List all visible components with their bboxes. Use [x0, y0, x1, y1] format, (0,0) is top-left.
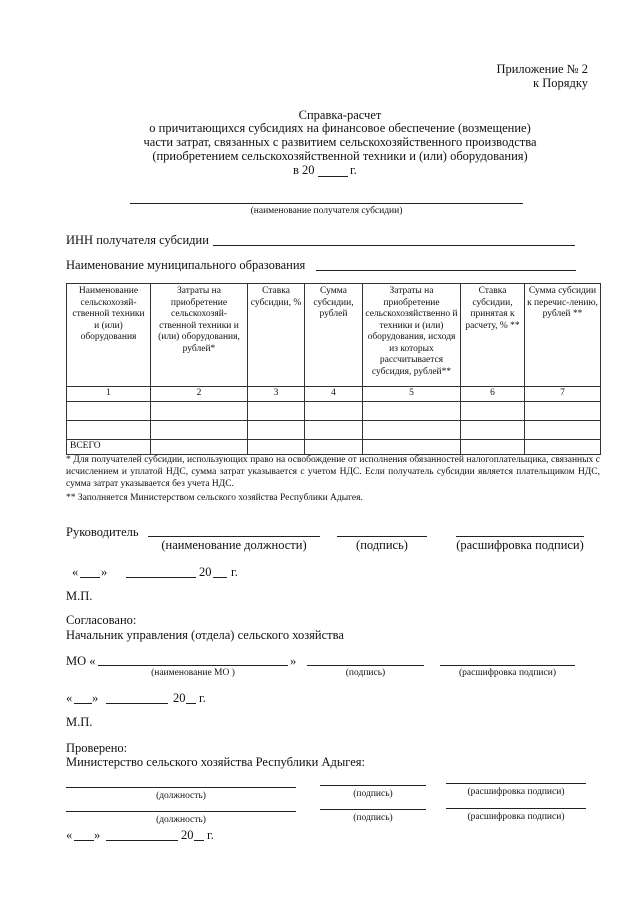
head-date-month[interactable] — [126, 577, 196, 578]
checked-date-year-blank[interactable] — [194, 840, 204, 841]
table-row[interactable] — [67, 421, 601, 440]
subsidy-table — [66, 283, 601, 455]
agreed-date-open: « — [66, 691, 73, 705]
head-position-field[interactable] — [148, 536, 320, 537]
table-cell[interactable] — [525, 421, 601, 440]
municipality-label: Наименование муниципального образования — [66, 258, 306, 272]
checked-label: Проверено: — [66, 741, 128, 755]
agreed-date-suffix: г. — [199, 691, 206, 705]
inn-field[interactable] — [213, 245, 575, 246]
checked-signature-field-2[interactable] — [320, 809, 426, 810]
table-cell[interactable] — [151, 421, 248, 440]
appendix-line-2: к Порядку — [533, 76, 588, 90]
header-costs: Затраты на приобретение сельскохозяй-ственной техники и (или) оборудования, рублей* — [151, 284, 248, 387]
column-number: 1 — [67, 387, 151, 402]
agreed-label: Согласовано: — [66, 613, 137, 627]
table-cell[interactable] — [305, 440, 363, 455]
table-cell[interactable] — [363, 440, 461, 455]
table-cell[interactable] — [67, 402, 151, 421]
checked-date-open: « — [66, 828, 73, 842]
table-cell[interactable] — [67, 421, 151, 440]
appendix-line-1: Приложение № 2 — [496, 62, 588, 76]
checked-date-day[interactable] — [74, 840, 94, 841]
agreed-date-day[interactable] — [74, 703, 92, 704]
footnote-ministry: ** Заполняется Министерством сельского хозяйства Республики Адыгея. — [66, 493, 363, 503]
checked-ministry: Министерство сельского хозяйства Республики Адыгея: — [66, 755, 365, 769]
mo-name-field[interactable] — [98, 665, 288, 666]
title-line-4: (приобретением сельскохозяйственной техники и (или) оборудования) — [152, 149, 528, 163]
title-year-prefix: в 20 — [293, 163, 315, 177]
table-cell[interactable] — [461, 402, 525, 421]
head-signature-caption: (подпись) — [356, 538, 408, 552]
mo-caption: (наименование МО ) — [151, 668, 235, 678]
checked-date-month[interactable] — [106, 840, 178, 841]
table-cell[interactable] — [363, 402, 461, 421]
checked-decode-field-1[interactable] — [446, 783, 586, 784]
checked-signature-caption-2: (подпись) — [353, 813, 393, 823]
agreed-date-year: 20 — [173, 691, 186, 705]
column-number: 5 — [363, 387, 461, 402]
total-label: ВСЕГО — [67, 440, 151, 455]
head-stamp: М.П. — [66, 589, 93, 603]
footnote-vat: * Для получателей субсидии, использующих право на освобождение от исполнения обязанностей налогоплательщика, связанных с исчислением и уплатой НДС, сумма затрат указывается с учетом НДС. Если получатель субсидии является плательщиком НДС, сумма затрат указывается без учета НДС. — [66, 455, 600, 489]
head-date-close: » — [101, 565, 108, 579]
checked-position-caption-1: (должность) — [156, 791, 206, 801]
table-header-row — [67, 284, 601, 387]
header-accepted-rate: Ставка субсидии, принятая к расчету, % ** — [461, 284, 525, 387]
agreed-decode-field[interactable] — [440, 665, 575, 666]
agreed-signature-field[interactable] — [307, 665, 424, 666]
head-position-caption: (наименование должности) — [161, 538, 307, 552]
table-cell[interactable] — [248, 440, 305, 455]
header-transfer-sum: Сумма субсидии к перечис-лению, рублей ** — [525, 284, 601, 387]
table-cell[interactable] — [525, 402, 601, 421]
agreed-signature-caption: (подпись) — [345, 668, 386, 678]
table-cell[interactable] — [363, 421, 461, 440]
agreed-date-month[interactable] — [106, 703, 168, 704]
head-date-open: « — [72, 565, 79, 579]
recipient-name-field[interactable] — [130, 203, 523, 204]
title-year-suffix: г. — [350, 163, 357, 177]
head-date-day[interactable] — [80, 577, 100, 578]
head-decode-field[interactable] — [456, 536, 584, 537]
column-number: 2 — [151, 387, 248, 402]
agreed-decode-caption: (расшифровка подписи) — [459, 668, 556, 678]
agreed-stamp: М.П. — [66, 715, 93, 729]
checked-signature-field-1[interactable] — [320, 785, 426, 786]
table-cell[interactable] — [151, 440, 248, 455]
inn-label: ИНН получателя субсидии — [66, 233, 209, 247]
header-subsidy-sum: Сумма субсидии, рублей — [305, 284, 363, 387]
header-rate: Ставка субсидии, % — [248, 284, 305, 387]
table-number-row — [67, 387, 601, 402]
table-cell[interactable] — [248, 402, 305, 421]
table-cell[interactable] — [461, 421, 525, 440]
checked-position-caption-2: (должность) — [156, 815, 206, 825]
agreed-role: Начальник управления (отдела) сельского хозяйства — [66, 628, 344, 642]
checked-decode-field-2[interactable] — [446, 808, 586, 809]
checked-decode-caption-1: (расшифровка подписи) — [467, 787, 565, 797]
agreed-date-close: » — [92, 691, 99, 705]
table-row[interactable] — [67, 402, 601, 421]
column-number: 3 — [248, 387, 305, 402]
table-cell[interactable] — [248, 421, 305, 440]
column-number: 6 — [461, 387, 525, 402]
table-cell[interactable] — [525, 440, 601, 455]
checked-date-year: 20 — [181, 828, 194, 842]
title-line-3: части затрат, связанных с развитием сельскохозяйственного производства — [143, 135, 537, 149]
document-title: Справка-расчет — [298, 108, 382, 122]
checked-decode-caption-2: (расшифровка подписи) — [467, 812, 565, 822]
header-equipment-name: Наименование сельскохозяй-ственной техники и (или) оборудования — [67, 284, 151, 387]
head-label: Руководитель — [66, 525, 139, 539]
checked-position-field-1[interactable] — [66, 787, 296, 788]
head-signature-field[interactable] — [337, 536, 427, 537]
head-date-suffix: г. — [231, 565, 238, 579]
mo-suffix: » — [290, 654, 297, 668]
mo-prefix: МО « — [66, 654, 96, 668]
head-date-year-blank[interactable] — [213, 577, 227, 578]
checked-position-field-2[interactable] — [66, 811, 296, 812]
checked-signature-caption-1: (подпись) — [353, 789, 393, 799]
recipient-caption: (наименование получателя субсидии) — [250, 206, 403, 216]
column-number: 4 — [305, 387, 363, 402]
table-cell[interactable] — [461, 440, 525, 455]
checked-date-suffix: г. — [207, 828, 214, 842]
table-total-row — [67, 440, 601, 455]
column-number: 7 — [525, 387, 601, 402]
municipality-field[interactable] — [316, 270, 576, 271]
table-cell[interactable] — [151, 402, 248, 421]
agreed-date-year-blank[interactable] — [186, 703, 196, 704]
title-line-2: о причитающихся субсидиях на финансовое обеспечение (возмещение) — [149, 121, 531, 135]
head-decode-caption: (расшифровка подписи) — [456, 538, 584, 552]
year-blank[interactable] — [318, 176, 348, 177]
checked-date-close: » — [94, 828, 101, 842]
table-cell[interactable] — [305, 402, 363, 421]
header-costs-basis: Затраты на приобретение сельскохозяйственно й техники и (или) оборудования, исходя из которых рассчитывается субсидия, рублей** — [363, 284, 461, 387]
table-cell[interactable] — [305, 421, 363, 440]
head-date-year: 20 — [199, 565, 212, 579]
